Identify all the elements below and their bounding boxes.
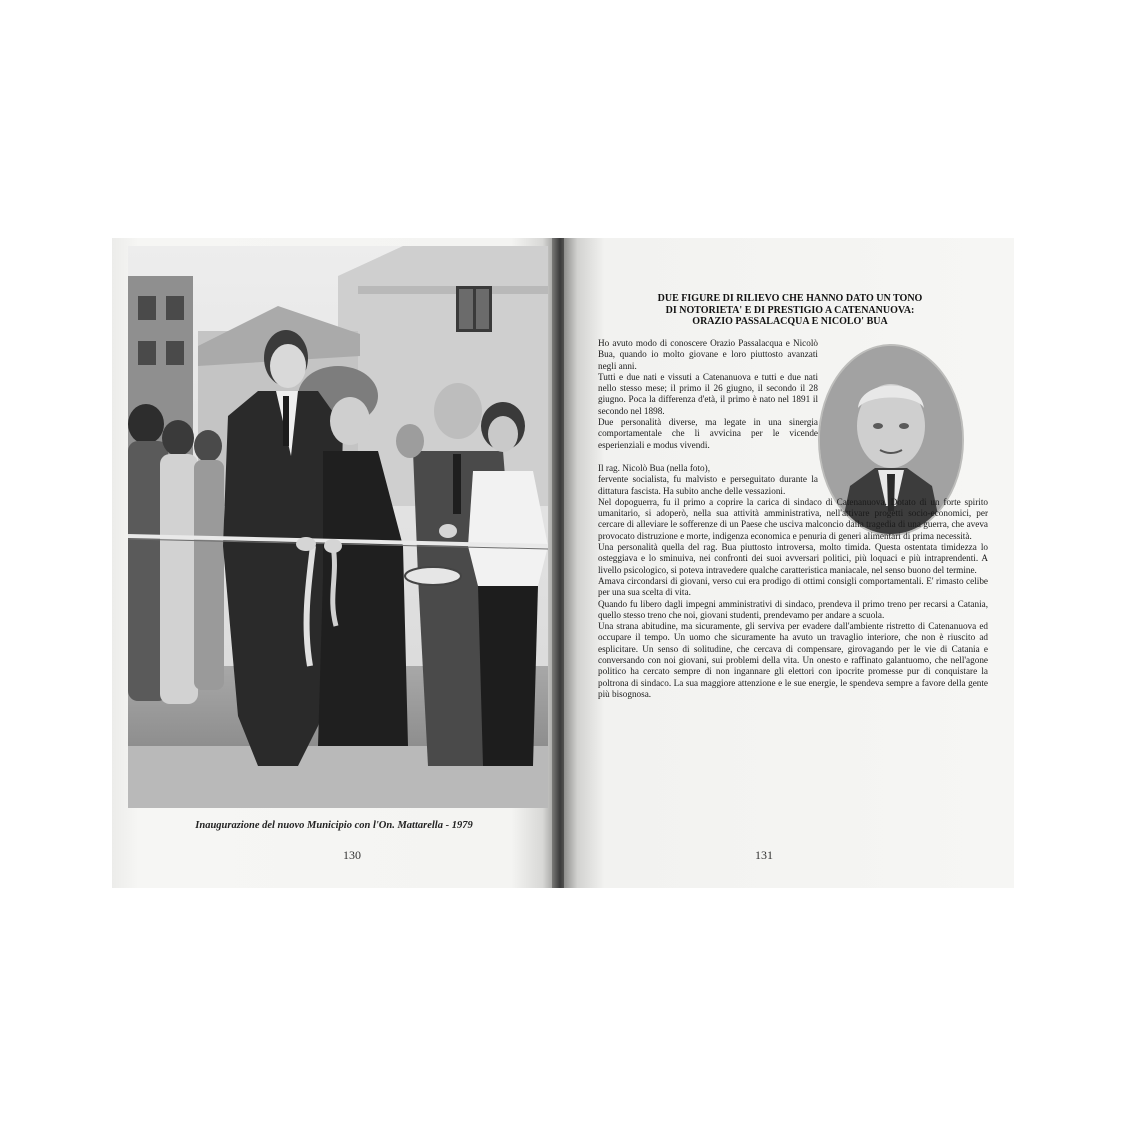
paragraph: Due personalità diverse, ma legate in una sinergia comportamentale che li avvicina per le vicende esperienziali e modus vivendi. [598, 417, 818, 450]
paragraph: Il rag. Nicolò Bua (nella foto), [598, 462, 710, 473]
page-number-right: 131 [755, 848, 773, 862]
paragraph: Ho avuto modo di conoscere Orazio Passalacqua e Nicolò Bua, quando io molto giovane e loro piuttosto avanzati negli anni. [598, 338, 818, 371]
title-line: ORAZIO PASSALACQUA E NICOLO' BUA [692, 316, 888, 327]
photo-caption: Inaugurazione del nuovo Municipio con l'On. Mattarella - 1979 [195, 820, 473, 831]
paragraph: Nel dopoguerra, fu il primo a coprire la carica di sindaco di Catenanuova. Dotato di un forte spirito umanitario, si adoperò, nella sua attività amministrativa, nell'attivare progetti socio-economici, per cercare di alleviare le sofferenze di un Paese che usciva malconcio dalla tragedia di una guerra, che aveva provocato distruzione e morte, indigenza economica e penuria di generi alimentari di prima necessità. [598, 496, 988, 541]
paragraph: fervente socialista, fu malvisto e perseguitato durante la dittatura fascista. Ha subito anche delle vessazioni. [598, 474, 818, 496]
paragraph: Quando fu libero dagli impegni amministrativi di sindaco, prendeva il primo treno per recarsi a Catania, quello stesso treno che noi, giovani studenti, prendevamo per andare a scuola. [598, 598, 988, 620]
paragraph: Una strana abitudine, ma sicuramente, gli serviva per evadere dall'ambiente ristretto di Catenanuova ed occupare il tempo. Un uomo che sicuramente ha avuto un travaglio interiore, che non è riuscito ad esplicitare. Un senso di solitudine, che cercava di compensare, girovagando per le vie di Catania e conversando con noi giovani, sui problemi della vita. Un onesto e raffinato galantuomo, che nell'agone politico ha cercato sempre di non ingannare gli elettori con ipocrite promesse pur di conquistare la poltrona di sindaco. La sua maggiore attenzione e le sue energie, le spendeva sempre a favore della gente più bisognosa. [598, 621, 988, 699]
article-title [610, 293, 970, 328]
right-page [564, 238, 1014, 888]
paragraph: Amava circondarsi di giovani, verso cui era prodigo di ottimi consigli comportamentali. E' rimasto celibe per una sua scelta di vita. [598, 575, 988, 598]
left-page [112, 238, 556, 888]
book-spread [112, 238, 1014, 888]
paragraph: Una personalità quella del rag. Bua piuttosto introversa, molto timida. Questa ostentata timidezza lo osteggiava e lo sminuiva, nei confronti dei suoi avversari politici, più loquaci e più intraprendenti. A livello psicologico, si poteva intravedere qualche caratteristica maniacale, nel senso buono del termine. [598, 542, 988, 575]
title-line: DUE FIGURE DI RILIEVO CHE HANNO DATO UN TONO [657, 293, 923, 304]
paragraph: Tutti e due nati e vissuti a Catenanuova e tutti e due nati nello stesso mese; il primo il 26 giugno, il secondo il 28 giugno. Poca la differenza d'età, il primo è nato nel 1891 il secondo nel 1898. [598, 371, 818, 416]
page-number-left: 130 [343, 848, 361, 862]
article-body [598, 338, 988, 700]
title-line: DI NOTORIETA' E DI PRESTIGIO A CATENANUOVA: [665, 304, 915, 316]
inauguration-photo [128, 246, 548, 808]
